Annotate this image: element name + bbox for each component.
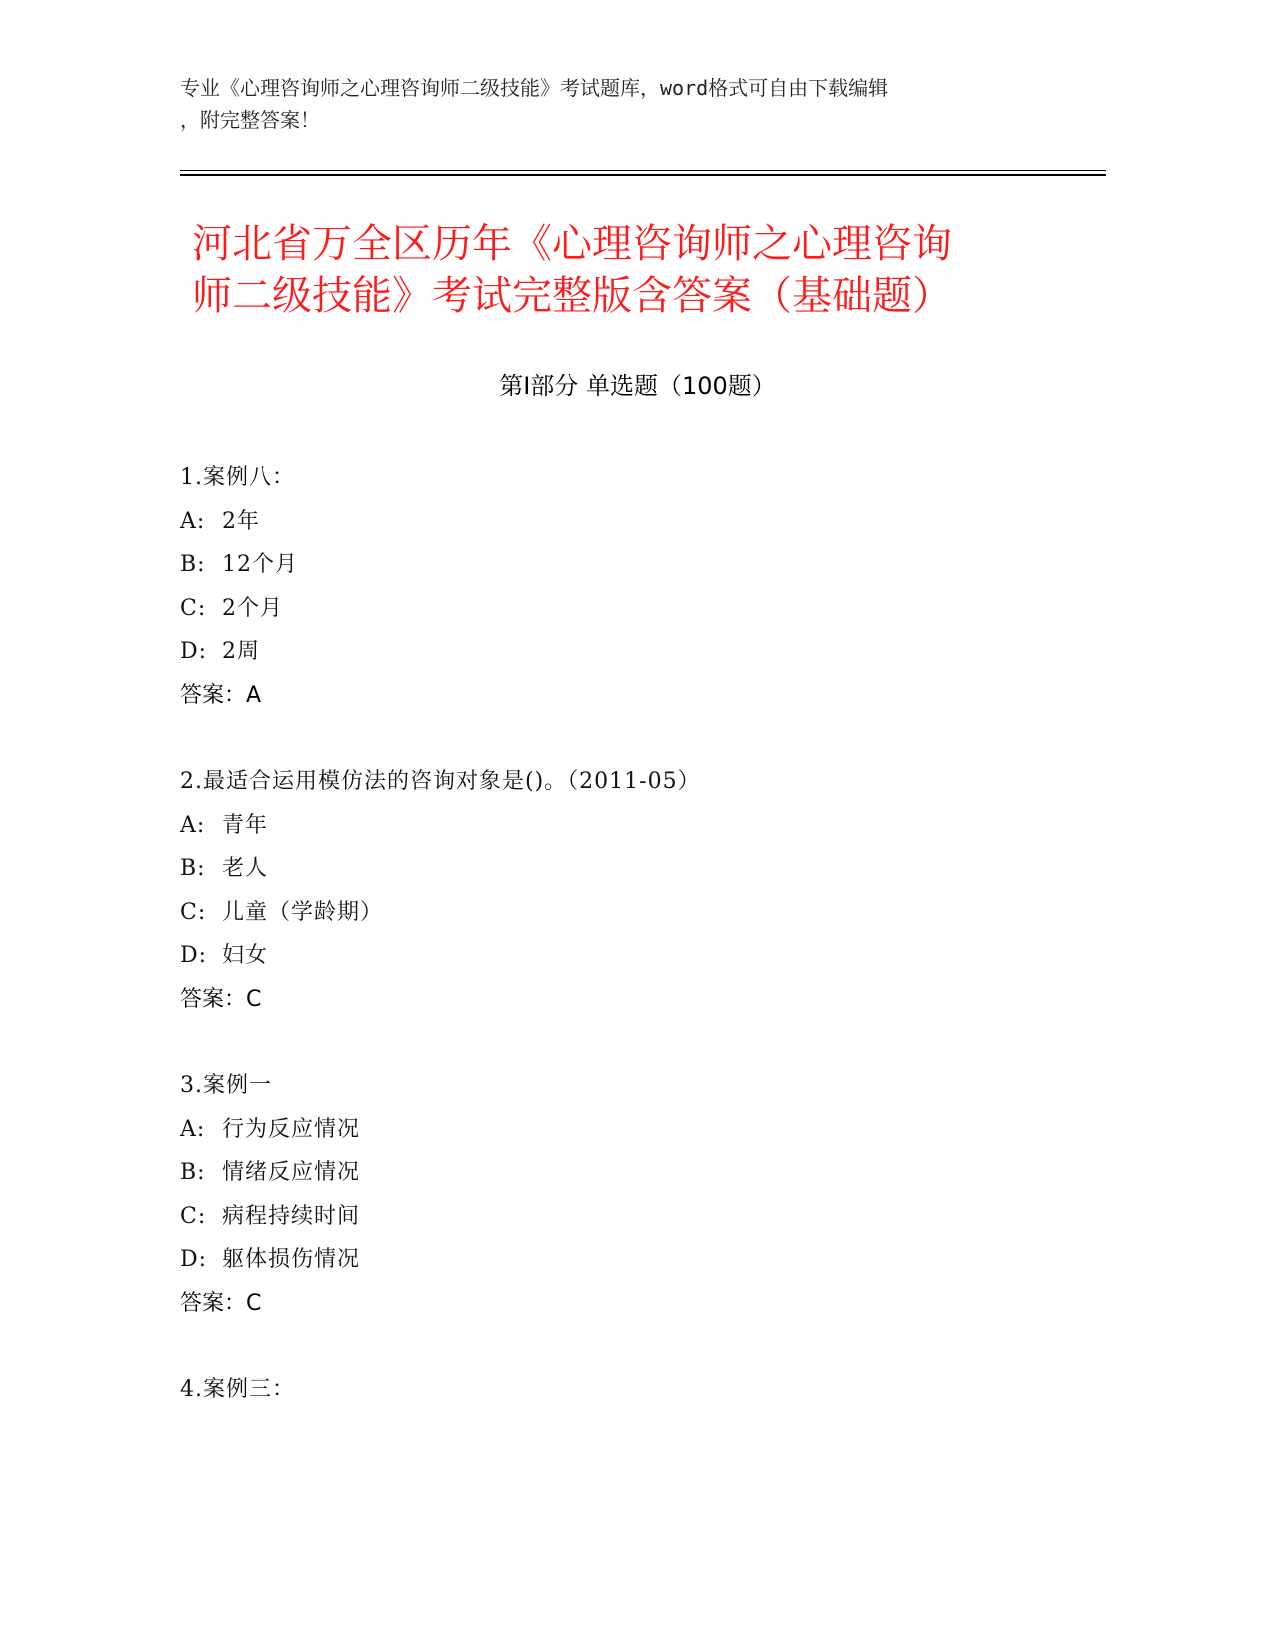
option-a <box>180 1108 1080 1152</box>
header-divider-thin <box>180 170 1106 171</box>
question-stem: 4.案例三： <box>180 1377 295 1402</box>
option-text: 躯体损伤情况 <box>222 1247 361 1272</box>
option-text: 12个月 <box>222 552 298 577</box>
option-key: B: <box>180 856 206 881</box>
option-d <box>180 934 1080 978</box>
option-text: 情绪反应情况 <box>222 1160 361 1185</box>
option-a <box>180 804 1080 848</box>
document-title-line-2: 师二级技能》考试完整版含答案（基础题） <box>192 273 952 319</box>
option-text: 2个月 <box>222 595 283 621</box>
question-list <box>180 456 1080 1455</box>
option-text: 2周 <box>222 639 260 664</box>
question-stem: 3.案例一 <box>180 1073 272 1098</box>
option-key: B: <box>180 1160 206 1185</box>
document-title-line-1: 河北省万全区历年《心理咨询师之心理咨询 <box>192 221 952 267</box>
option-text: 病程持续时间 <box>222 1203 361 1229</box>
option-c <box>180 891 1080 935</box>
header-note <box>180 72 1060 136</box>
section-heading: 第Ⅰ部分 单选题（100题） <box>499 372 776 400</box>
option-text: 青年 <box>222 812 269 838</box>
option-key: A: <box>180 508 206 534</box>
option-text: 儿童（学龄期） <box>222 899 384 925</box>
option-key: C: <box>180 595 207 621</box>
option-c <box>180 1195 1080 1239</box>
header-divider-thick <box>180 174 1106 176</box>
option-key: C: <box>180 1203 207 1229</box>
option-text: 妇女 <box>222 943 269 968</box>
option-a <box>180 500 1080 544</box>
option-d <box>180 630 1080 674</box>
question-stem: 2.最适合运用模仿法的咨询对象是()。（2011-05） <box>180 769 701 794</box>
question-1 <box>180 456 1080 717</box>
option-b <box>180 1151 1080 1195</box>
answer-line: 答案：C <box>180 986 262 1012</box>
answer-line: 答案：A <box>180 682 262 708</box>
option-key: C: <box>180 899 207 925</box>
option-text: 行为反应情况 <box>222 1116 361 1142</box>
option-b <box>180 543 1080 587</box>
option-key: D: <box>180 1247 208 1272</box>
option-key: A: <box>180 1116 206 1142</box>
option-c <box>180 587 1080 631</box>
document-title <box>192 218 1072 322</box>
option-key: B: <box>180 552 206 577</box>
question-4 <box>180 1368 1080 1412</box>
question-3 <box>180 1064 1080 1325</box>
option-key: D: <box>180 943 208 968</box>
answer-line: 答案：C <box>180 1290 262 1316</box>
option-text: 老人 <box>222 856 269 881</box>
option-d <box>180 1238 1080 1282</box>
option-b <box>180 847 1080 891</box>
option-key: D: <box>180 639 208 664</box>
question-stem: 1.案例八： <box>180 465 295 490</box>
header-note-line-1: 专业《心理咨询师之心理咨询师二级技能》考试题库，word格式可自由下载编辑 <box>180 76 889 100</box>
option-key: A: <box>180 812 206 838</box>
question-2 <box>180 760 1080 1021</box>
option-text: 2年 <box>222 508 260 534</box>
header-note-line-2: ，附完整答案！ <box>180 108 320 132</box>
